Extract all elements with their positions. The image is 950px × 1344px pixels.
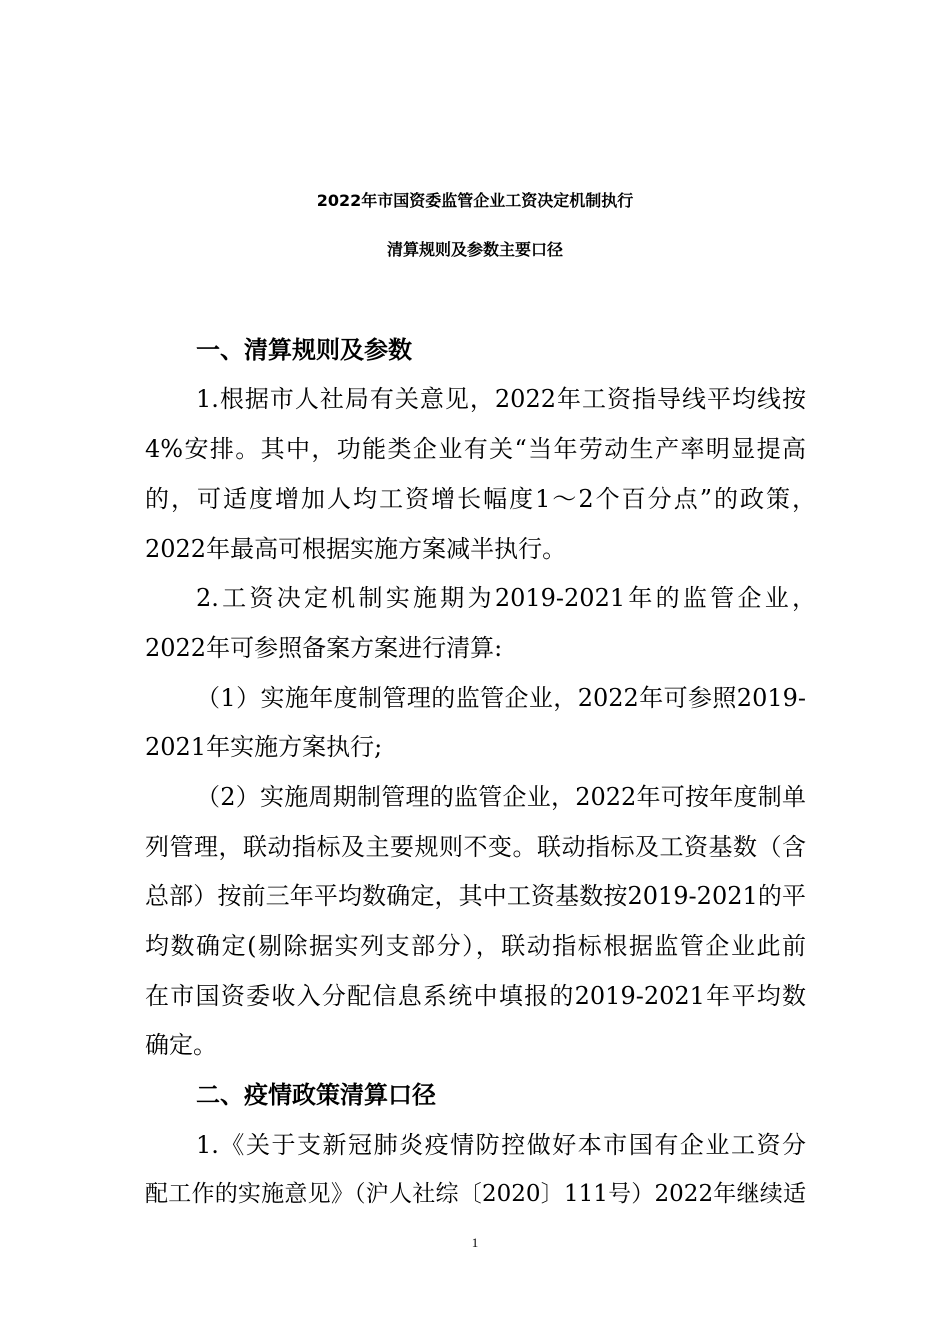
section-1-item-1-line-2: 2021年实施方案执行; <box>145 733 383 761</box>
section-2-para-1-line-1: 1.《关于支新冠肺炎疫情防控做好本市国有企业工资分 <box>196 1131 806 1159</box>
section-1-item-2-line-4: 均数确定(剔除据实列支部分），联动指标根据监管企业此前 <box>145 932 806 960</box>
section-1-para-1-line-1: 1.根据市人社局有关意见，2022年工资指导线平均线按 <box>196 385 806 413</box>
section-1-para-1-line-3: 的，可适度增加人均工资增长幅度1～2个百分点”的政策， <box>145 485 816 513</box>
section-1-para-2-line-2: 2022年可参照备案方案进行清算: <box>145 634 503 662</box>
section-1-item-2-line-1: （2）实施周期制管理的监管企业，2022年可按年度制单 <box>196 783 806 811</box>
section-1-item-2-line-2: 列管理，联动指标及主要规则不变。联动指标及工资基数（含 <box>145 833 806 861</box>
section-1-para-2-line-1: 2.工资决定机制实施期为2019-2021年的监管企业， <box>196 584 816 612</box>
section-1-item-2-line-3: 总部）按前三年平均数确定，其中工资基数按2019-2021的平 <box>145 882 806 910</box>
section-1-item-2-line-5: 在市国资委收入分配信息系统中填报的2019-2021年平均数 <box>145 982 806 1010</box>
document-title-line-1: 2022年市国资委监管企业工资决定机制执行 <box>316 191 634 210</box>
section-1-para-1-line-2: 4%安排。其中，功能类企业有关“当年劳动生产率明显提高 <box>145 435 806 463</box>
section-1-para-1-line-4: 2022年最高可根据实施方案减半执行。 <box>145 535 567 563</box>
section-1-item-2-line-6: 确定。 <box>145 1031 217 1059</box>
section-1-heading: 一、清算规则及参数 <box>196 336 412 364</box>
page-number: 1 <box>471 1235 479 1250</box>
section-2-para-1-line-2: 配工作的实施意见》（沪人社综〔2020〕111号）2022年继续适 <box>145 1181 806 1207</box>
section-2-heading: 二、疫情政策清算口径 <box>196 1081 436 1109</box>
section-1-item-1-line-1: （1）实施年度制管理的监管企业，2022年可参照2019- <box>196 684 806 712</box>
document-title-line-2: 清算规则及参数主要口径 <box>386 240 563 259</box>
